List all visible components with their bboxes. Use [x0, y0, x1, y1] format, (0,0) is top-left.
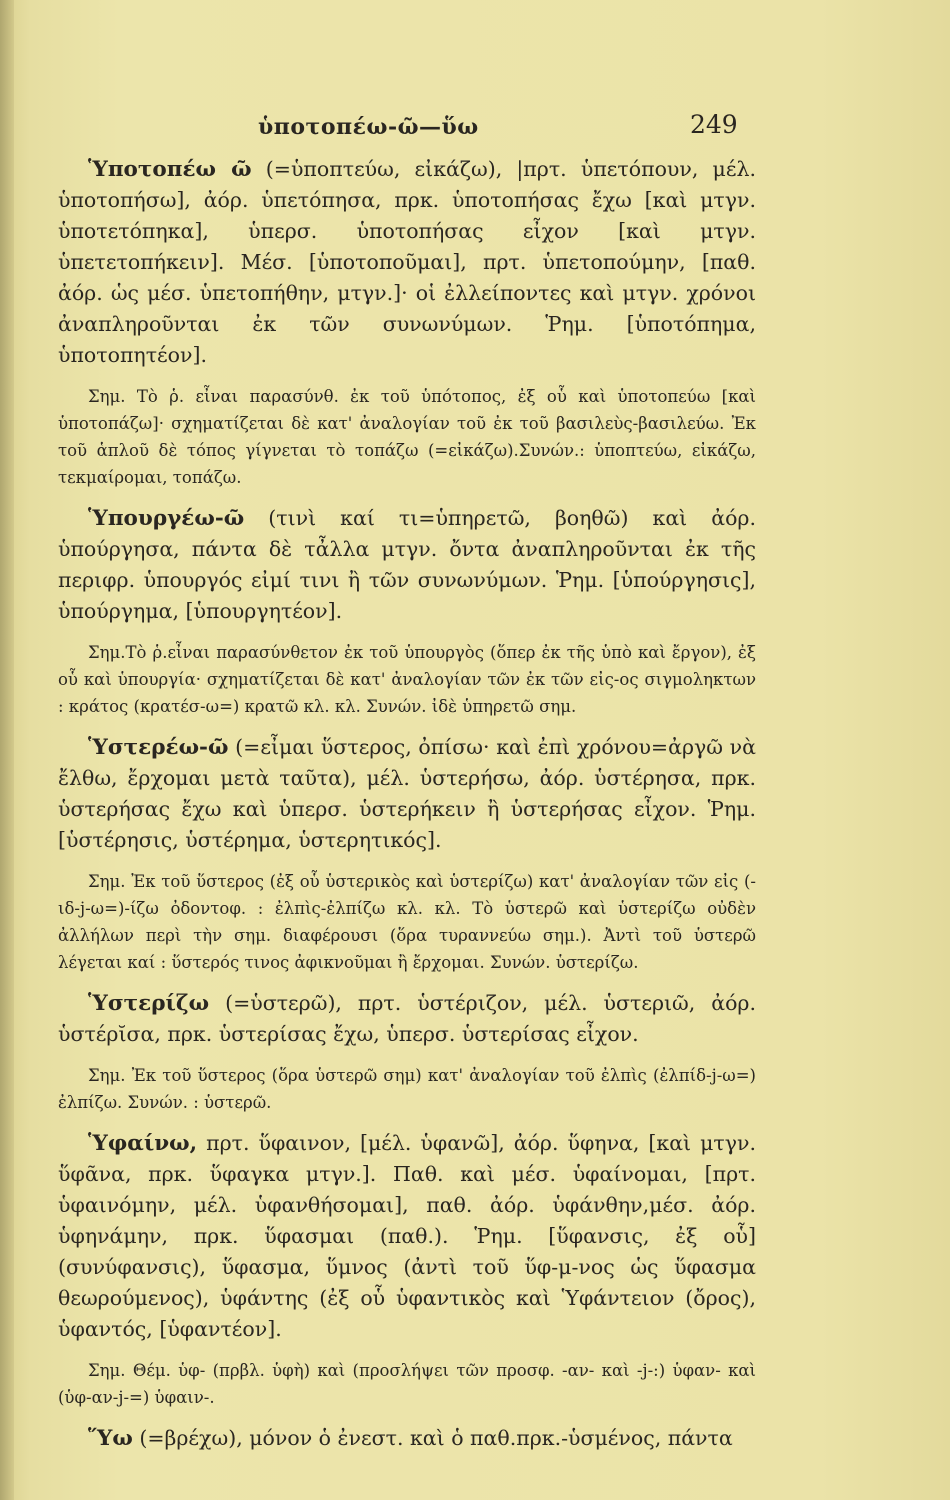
entry-headword: Ὑστερίζω [88, 991, 210, 1016]
dictionary-entry [58, 154, 756, 371]
entry-text: (=βρέχω), μόνον ὁ ἐνεστ. καὶ ὁ παθ.πρκ.-ὑσμένος, πάντα [139, 1426, 733, 1450]
entry-text: (=εἶμαι ὕστερος, ὀπίσω· καὶ ἐπὶ χρόνου=ἀργῶ νὰ ἔλθω, ἔρχομαι μετὰ ταῦτα), μέλ. ὑστερήσω, ἀόρ. ὑστέρησα, πρκ. ὑστερήσας ἔχω καὶ ὑπερσ. ὑστερήκειν ἢ ὑστερήσας εἶχον. Ῥημ. [ὑστέρησις, ὑστέρημα, ὑστερητικός]. [58, 735, 756, 852]
entry-headword: Ὕω [88, 1426, 133, 1451]
dictionary-entry [58, 732, 756, 856]
page-header [0, 110, 950, 150]
entry-text: (=ὑποπτεύω, εἰκάζω), |πρτ. ὑπετόπουν, μέλ. ὑποτοπήσω], ἀόρ. ὑπετόπησα, πρκ. ὑποτοπήσας ἔχω [καὶ μτγν. ὑποτετόπηκα], ὑπερσ. ὑποτοπήσας εἶχον [καὶ μτγν. ὑπετετοπήκειν]. Μέσ. [ὑποτοποῦμαι], πρτ. ὑπετοπούμην, [παθ. ἀόρ. ὡς μέσ. ὑπετοπήθην, μτγν.]· οἱ ἐλλείποντες καὶ μτγν. χρόνοι ἀναπληροῦνται ἐκ τῶν συνωνύμων. Ῥημ. [ὑποτόπημα, ὑποτοπητέον]. [58, 157, 756, 367]
entry-headword: Ὑφαίνω, [88, 1131, 198, 1156]
dictionary-entry [58, 503, 756, 627]
dictionary-entry [58, 1128, 756, 1345]
entry-note: Σημ. Ἐκ τοῦ ὕστερος (ἐξ οὗ ὑστερικὸς καὶ ὑστερίζω) κατ' ἀναλογίαν τῶν εἰς (-ιδ-j-ω=)-ίζω ὀδοντοφ. : ἐλπὶς-ἐλπίζω κλ. κλ. Τὸ ὑστερῶ καὶ ὑστερίζω οὐδὲν ἀλλήλων περὶ τὴν σημ. διαφέρουσι (ὅρα τυραννεύω σημ.). Ἀντὶ τοῦ ὑστερῶ λέγεται καί : ὕστερός τινος ἀφικνοῦμαι ἢ ἔρχομαι. Συνών. ὑστερίζω. [58, 872, 756, 972]
entry-text: (=ὑστερῶ), πρτ. ὑστέριζον, μέλ. ὑστεριῶ, ἀόρ. ὑστέρῐσα, πρκ. ὑστερίσας ἔχω, ὑπερσ. ὑστερίσας εἶχον. [58, 991, 756, 1046]
entry-headword: Ὑποτοπέω ῶ [88, 157, 252, 182]
entry-note: Σημ. Τὸ ῥ. εἶναι παρασύνθ. ἐκ τοῦ ὑπότοπος, ἐξ οὗ καὶ ὑποτοπεύω [καὶ ὑποτοπάζω]· σχηματίζεται δὲ κατ' ἀναλογίαν τοῦ ἐκ τοῦ βασιλεὺς-βασιλεύω. Ἐκ τοῦ ἁπλοῦ δὲ τόπος γίγνεται τὸ τοπάζω (=εἰκάζω).Συνών.: ὑποπτεύω, εἰκάζω, τεκμαίρομαι, τοπάζω. [58, 387, 756, 487]
dictionary-column [58, 150, 756, 1466]
entry-note: Σημ. Ἐκ τοῦ ὕστερος (ὅρα ὑστερῶ σημ) κατ' ἀναλογίαν τοῦ ἐλπὶς (ἐλπίδ-j-ω=) ἐλπίζω. Συνών. : ὑστερῶ. [58, 1066, 756, 1112]
entry-text: πρτ. ὕφαινον, [μέλ. ὑφανῶ], ἀόρ. ὕφηνα, [καὶ μτγν. ὕφᾶνα, πρκ. ὕφαγκα μτγν.]. Παθ. καὶ μέσ. ὑφαίνομαι, [πρτ. ὑφαινόμην, μέλ. ὑφανθήσομαι], παθ. ἀόρ. ὑφάνθην,μέσ. ἀόρ. ὑφηνάμην, πρκ. ὕφασμαι (παθ.). Ῥημ. [ὕφανσις, ἐξ οὗ] (συνύφανσις), ὕφασμα, ὕμνος (ἀντὶ τοῦ ὕφ-μ-νος ὡς ὕφασμα θεωρούμενος), ὑφάντης (ἐξ οὗ ὑφαντικὸς καὶ Ὑφάντειον (ὄρος), ὑφαντός, [ὑφαντέον]. [58, 1131, 756, 1341]
entry-headword: Ὑστερέω-ῶ [88, 735, 229, 760]
entry-headword: Ὑπουργέω-ῶ [88, 506, 245, 531]
dictionary-entry [58, 988, 756, 1050]
page-number: 249 [690, 110, 738, 139]
entry-note: Σημ.Τὸ ῥ.εἶναι παρασύνθετον ἐκ τοῦ ὑπουργὸς (ὅπερ ἐκ τῆς ὑπὸ καὶ ἔργον), ἐξ οὗ καὶ ὑπουργία· σχηματίζεται δὲ κατ' ἀναλογίαν τῶν ἐκ τῶν εἰς-ος σιγμοληκτων : κράτος (κρατέσ-ω=) κρατῶ κλ. κλ. Συνών. ἰδὲ ὑπηρετῶ σημ. [58, 643, 756, 716]
running-head: ὑποτοπέω-ῶ—ὕω [258, 114, 479, 140]
page-edge [0, 0, 14, 1500]
entry-note: Σημ. Θέμ. ὑφ- (πρβλ. ὑφὴ) καὶ (προσλήψει τῶν προσφ. -αν- καὶ -j-:) ὑφαν- καὶ (ὑφ-αν-j-=) ὑφαιν-. [58, 1361, 756, 1407]
dictionary-entry [58, 1423, 756, 1454]
entry-text: (τινὶ καί τι=ὑπηρετῶ, βοηθῶ) καὶ ἀόρ. ὑπούργησα, πάντα δὲ τἆλλα μτγν. ὄντα ἀναπληροῦνται ἐκ τῆς περιφρ. ὑπουργός εἰμί τινι ἢ τῶν συνωνύμων. Ῥημ. [ὑπούργησις], ὑπούργημα, [ὑπουργητέον]. [58, 506, 756, 623]
